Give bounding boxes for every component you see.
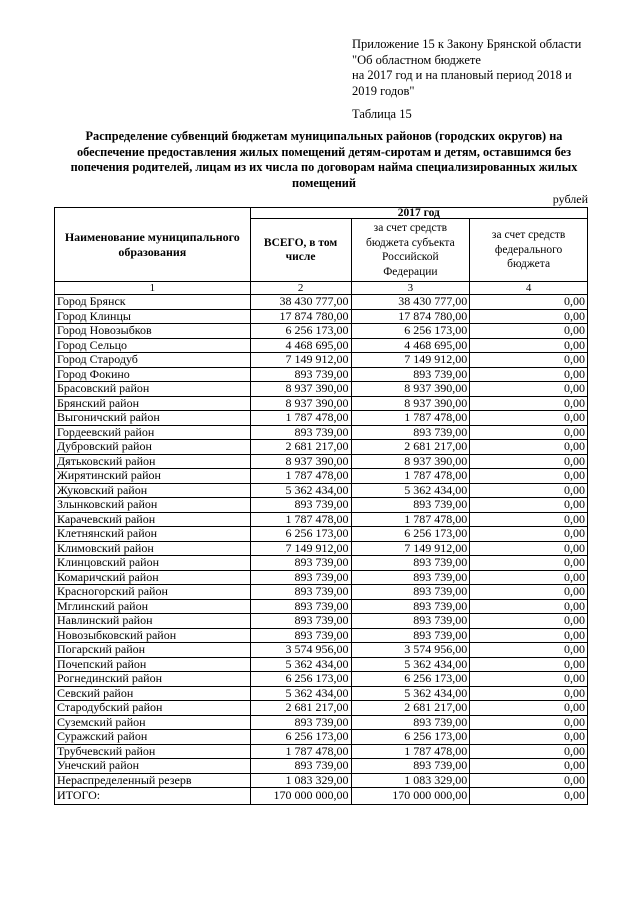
row-total: 893 739,00	[250, 556, 351, 571]
table-row	[55, 498, 588, 513]
row-name: Брасовский район	[55, 382, 251, 397]
header-col-number: 1	[55, 282, 251, 295]
row-total: 6 256 173,00	[250, 730, 351, 745]
row-name: Погарский район	[55, 643, 251, 658]
row-total: 2 681 217,00	[250, 440, 351, 455]
row-regional: 2 681 217,00	[351, 440, 470, 455]
header-federal: за счет средств федерального бюджета	[470, 219, 588, 282]
table-row	[55, 773, 588, 788]
table-row	[55, 527, 588, 542]
row-federal: 0,00	[470, 773, 588, 788]
row-federal: 0,00	[470, 686, 588, 701]
table-row	[55, 295, 588, 310]
table-row	[55, 324, 588, 339]
table-row	[55, 759, 588, 774]
table-row	[55, 440, 588, 455]
row-total: 5 362 434,00	[250, 657, 351, 672]
table-row	[55, 628, 588, 643]
row-regional: 893 739,00	[351, 585, 470, 600]
row-total: 893 739,00	[250, 614, 351, 629]
row-total: 6 256 173,00	[250, 672, 351, 687]
row-name: Гордеевский район	[55, 425, 251, 440]
row-federal: 0,00	[470, 353, 588, 368]
row-name: Рогнединский район	[55, 672, 251, 687]
appendix-note	[352, 37, 581, 99]
row-total: 2 681 217,00	[250, 701, 351, 716]
row-regional: 1 083 329,00	[351, 773, 470, 788]
row-total: 5 362 434,00	[250, 686, 351, 701]
row-regional: 8 937 390,00	[351, 396, 470, 411]
row-federal: 0,00	[470, 628, 588, 643]
table-row	[55, 367, 588, 382]
table-label: Таблица 15	[352, 107, 412, 121]
row-name: Унечский район	[55, 759, 251, 774]
appendix-line: на 2017 год и на плановый период 2018 и	[352, 68, 572, 82]
total-label: ИТОГО:	[55, 788, 251, 805]
row-name: Стародубский район	[55, 701, 251, 716]
row-name: Карачевский район	[55, 512, 251, 527]
row-total: 893 739,00	[250, 628, 351, 643]
table-row	[55, 425, 588, 440]
table-row	[55, 686, 588, 701]
row-federal: 0,00	[470, 295, 588, 310]
row-total: 1 787 478,00	[250, 512, 351, 527]
row-federal: 0,00	[470, 440, 588, 455]
row-regional: 5 362 434,00	[351, 657, 470, 672]
row-name: Красногорский район	[55, 585, 251, 600]
row-total: 893 739,00	[250, 599, 351, 614]
row-total: 893 739,00	[250, 498, 351, 513]
header-col-number: 4	[470, 282, 588, 295]
table-row	[55, 512, 588, 527]
row-total: 8 937 390,00	[250, 454, 351, 469]
row-regional: 893 739,00	[351, 628, 470, 643]
row-federal: 0,00	[470, 672, 588, 687]
row-name: Жуковский район	[55, 483, 251, 498]
table-row	[55, 730, 588, 745]
row-federal: 0,00	[470, 309, 588, 324]
row-name: Климовский район	[55, 541, 251, 556]
row-regional: 2 681 217,00	[351, 701, 470, 716]
row-regional: 3 574 956,00	[351, 643, 470, 658]
table-row	[55, 382, 588, 397]
table-row	[55, 643, 588, 658]
total-sum: 170 000 000,00	[250, 788, 351, 805]
row-regional: 6 256 173,00	[351, 730, 470, 745]
row-federal: 0,00	[470, 411, 588, 426]
row-federal: 0,00	[470, 730, 588, 745]
row-regional: 893 739,00	[351, 367, 470, 382]
row-regional: 1 787 478,00	[351, 411, 470, 426]
table-row	[55, 672, 588, 687]
row-name: Навлинский район	[55, 614, 251, 629]
row-regional: 6 256 173,00	[351, 672, 470, 687]
header-regional: за счет средств бюджета субъекта Российской Федерации	[351, 219, 470, 282]
appendix-line: 2019 годов"	[352, 83, 415, 98]
row-name: Клетнянский район	[55, 527, 251, 542]
row-federal: 0,00	[470, 614, 588, 629]
row-regional: 893 739,00	[351, 570, 470, 585]
row-regional: 893 739,00	[351, 759, 470, 774]
row-name: Город Фокино	[55, 367, 251, 382]
row-federal: 0,00	[470, 643, 588, 658]
row-total: 893 739,00	[250, 585, 351, 600]
row-total: 17 874 780,00	[250, 309, 351, 324]
table-row	[55, 483, 588, 498]
row-total: 893 739,00	[250, 759, 351, 774]
row-name: Нераспределенный резерв	[55, 773, 251, 788]
table-row	[55, 614, 588, 629]
row-federal: 0,00	[470, 657, 588, 672]
table-row	[55, 411, 588, 426]
row-regional: 1 787 478,00	[351, 744, 470, 759]
row-regional: 6 256 173,00	[351, 527, 470, 542]
row-federal: 0,00	[470, 599, 588, 614]
table-row	[55, 570, 588, 585]
row-total: 1 787 478,00	[250, 744, 351, 759]
row-name: Почепский район	[55, 657, 251, 672]
row-name: Город Стародуб	[55, 353, 251, 368]
row-total: 6 256 173,00	[250, 324, 351, 339]
row-regional: 893 739,00	[351, 556, 470, 571]
row-name: Дятьковский район	[55, 454, 251, 469]
row-total: 38 430 777,00	[250, 295, 351, 310]
header-total: ВСЕГО, в том числе	[250, 219, 351, 282]
row-federal: 0,00	[470, 483, 588, 498]
row-total: 3 574 956,00	[250, 643, 351, 658]
row-regional: 893 739,00	[351, 425, 470, 440]
row-total: 8 937 390,00	[250, 396, 351, 411]
row-regional: 893 739,00	[351, 599, 470, 614]
total-row	[55, 788, 588, 805]
row-federal: 0,00	[470, 570, 588, 585]
row-total: 893 739,00	[250, 715, 351, 730]
row-total: 7 149 912,00	[250, 353, 351, 368]
table-row	[55, 657, 588, 672]
row-name: Город Клинцы	[55, 309, 251, 324]
units-label: рублей	[552, 192, 588, 206]
document-title: Распределение субвенций бюджетам муниципальных районов (городских округов) на обеспечение предоставления жилых помещений детям-сиротам и детям, оставшимся без попечения родителей, лицам из их числа по договорам найма специализированных жилых помещений	[70, 129, 578, 190]
row-regional: 5 362 434,00	[351, 483, 470, 498]
row-regional: 893 739,00	[351, 614, 470, 629]
header-year: 2017 год	[250, 208, 587, 219]
row-federal: 0,00	[470, 715, 588, 730]
row-regional: 6 256 173,00	[351, 324, 470, 339]
appendix-line: "Об областном бюджете	[352, 52, 481, 67]
row-total: 6 256 173,00	[250, 527, 351, 542]
row-total: 893 739,00	[250, 425, 351, 440]
row-federal: 0,00	[470, 324, 588, 339]
row-name: Город Сельцо	[55, 338, 251, 353]
table-row	[55, 396, 588, 411]
row-total: 4 468 695,00	[250, 338, 351, 353]
row-regional: 38 430 777,00	[351, 295, 470, 310]
row-regional: 8 937 390,00	[351, 454, 470, 469]
table-row	[55, 353, 588, 368]
table-row	[55, 599, 588, 614]
table-row	[55, 309, 588, 324]
row-regional: 7 149 912,00	[351, 541, 470, 556]
total-federal: 0,00	[470, 788, 588, 805]
row-name: Суражский район	[55, 730, 251, 745]
row-total: 893 739,00	[250, 570, 351, 585]
row-name: Севский район	[55, 686, 251, 701]
row-federal: 0,00	[470, 396, 588, 411]
row-federal: 0,00	[470, 469, 588, 484]
row-total: 1 083 329,00	[250, 773, 351, 788]
table-row	[55, 541, 588, 556]
header-col-number: 3	[351, 282, 470, 295]
row-federal: 0,00	[470, 454, 588, 469]
table-row	[55, 715, 588, 730]
row-regional: 893 739,00	[351, 715, 470, 730]
row-regional: 17 874 780,00	[351, 309, 470, 324]
row-name: Брянский район	[55, 396, 251, 411]
row-total: 5 362 434,00	[250, 483, 351, 498]
table-row	[55, 454, 588, 469]
total-regional: 170 000 000,00	[351, 788, 470, 805]
header-name: Наименование муниципального образования	[55, 208, 251, 282]
row-name: Комаричский район	[55, 570, 251, 585]
row-name: Суземский район	[55, 715, 251, 730]
row-federal: 0,00	[470, 556, 588, 571]
row-name: Жирятинский район	[55, 469, 251, 484]
row-federal: 0,00	[470, 759, 588, 774]
subsidies-table	[54, 207, 588, 805]
row-regional: 8 937 390,00	[351, 382, 470, 397]
row-name: Город Брянск	[55, 295, 251, 310]
row-federal: 0,00	[470, 701, 588, 716]
table-body	[55, 295, 588, 805]
row-federal: 0,00	[470, 541, 588, 556]
row-federal: 0,00	[470, 585, 588, 600]
row-federal: 0,00	[470, 367, 588, 382]
row-federal: 0,00	[470, 338, 588, 353]
header-col-number: 2	[250, 282, 351, 295]
row-regional: 5 362 434,00	[351, 686, 470, 701]
row-name: Выгоничский район	[55, 411, 251, 426]
table-row	[55, 585, 588, 600]
row-regional: 4 468 695,00	[351, 338, 470, 353]
table-row	[55, 701, 588, 716]
row-name: Мглинский район	[55, 599, 251, 614]
row-federal: 0,00	[470, 512, 588, 527]
row-regional: 893 739,00	[351, 498, 470, 513]
row-federal: 0,00	[470, 425, 588, 440]
table-row	[55, 556, 588, 571]
row-total: 7 149 912,00	[250, 541, 351, 556]
table-row	[55, 338, 588, 353]
table-row	[55, 469, 588, 484]
row-regional: 1 787 478,00	[351, 469, 470, 484]
row-regional: 1 787 478,00	[351, 512, 470, 527]
table-row	[55, 744, 588, 759]
row-total: 893 739,00	[250, 367, 351, 382]
row-name: Клинцовский район	[55, 556, 251, 571]
row-name: Дубровский район	[55, 440, 251, 455]
row-name: Город Новозыбков	[55, 324, 251, 339]
row-total: 1 787 478,00	[250, 411, 351, 426]
row-name: Новозыбковский район	[55, 628, 251, 643]
row-regional: 7 149 912,00	[351, 353, 470, 368]
row-name: Трубчевский район	[55, 744, 251, 759]
row-federal: 0,00	[470, 744, 588, 759]
row-name: Злынковский район	[55, 498, 251, 513]
row-federal: 0,00	[470, 498, 588, 513]
row-total: 8 937 390,00	[250, 382, 351, 397]
row-total: 1 787 478,00	[250, 469, 351, 484]
row-federal: 0,00	[470, 382, 588, 397]
appendix-line: Приложение 15 к Закону Брянской области	[352, 37, 582, 51]
row-federal: 0,00	[470, 527, 588, 542]
